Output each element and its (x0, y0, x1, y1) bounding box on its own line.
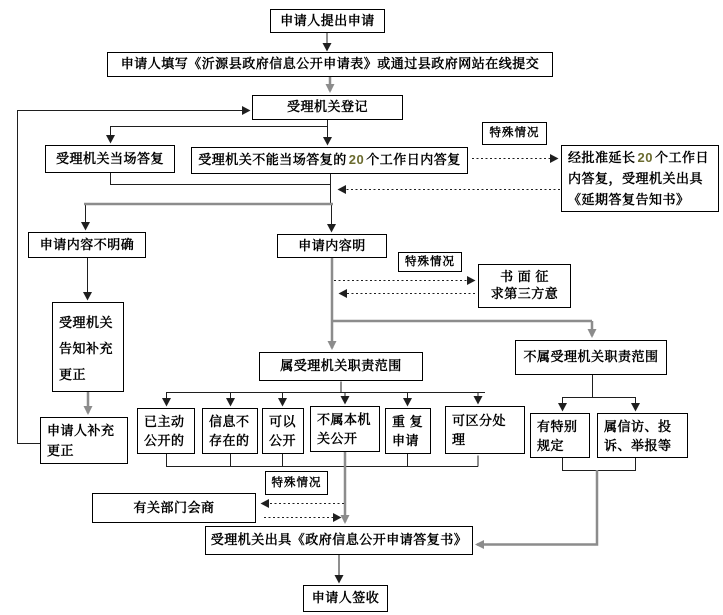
extended-reply-days: 20 (637, 150, 653, 165)
node-special-case-1 (482, 122, 547, 145)
node-sign-receipt (303, 585, 388, 612)
content-clear-label: 申请内容明 (298, 237, 366, 253)
node-not-this-organ: 不属本机 关公开 (310, 406, 380, 452)
node-register-label: 受理机关登记 (286, 99, 368, 115)
node-fill-form-label: 申请人填写《沂源县政府信息公开申请表》或通过县政府网站在线提交 (120, 56, 540, 72)
special-case-2-label: 特殊情况 (405, 255, 455, 268)
node-special-case-2 (398, 252, 462, 272)
node-fill-form (107, 52, 553, 77)
node-special-rules: 有特别 规定 (530, 413, 590, 458)
sign-receipt-label: 申请人签收 (311, 590, 380, 606)
node-petition: 属信访、投 诉、举报等 (597, 413, 688, 458)
extended-reply-line1: 经批准延长 20 个工作日 (568, 150, 709, 165)
dept-consult-label: 有关部门会商 (133, 499, 215, 515)
out-of-scope-label: 不属受理机关职责范围 (523, 349, 659, 365)
node-delayed-reply-label: 受理机关不能当场答复的 20 个工作日内答复 (198, 152, 461, 168)
seek-third-party-line1: 书 面 征 (500, 269, 549, 285)
delayed-reply-days: 20 (348, 152, 365, 168)
node-info-not-exist: 信息不 存在的 (202, 408, 258, 454)
seek-third-party-line2: 求第三方意 (490, 286, 559, 301)
node-onsite-reply (45, 145, 175, 173)
node-content-clear (277, 234, 387, 258)
node-out-of-scope (515, 340, 667, 375)
node-in-scope (259, 352, 423, 381)
node-applicant-supplement: 申请人补充 更正 (40, 417, 128, 464)
node-special-case-3 (265, 471, 328, 495)
node-register (252, 95, 403, 120)
node-separable: 可区分处 理 (445, 406, 525, 454)
extended-reply-line3: 《延期答复告知书》 (568, 192, 690, 207)
node-extended-reply (561, 145, 719, 212)
node-dept-consult (92, 493, 256, 523)
node-already-public: 已主动 公开的 (137, 408, 195, 454)
node-notify-supplement: 受理机关 告知补充 更正 (52, 302, 124, 392)
special-case-3-label: 特殊情况 (271, 476, 322, 489)
issue-reply-label: 受理机关出具《政府信息公开申请答复书》 (210, 532, 468, 548)
node-delayed-reply (191, 147, 468, 174)
node-content-unclear (28, 232, 146, 258)
node-apply-label: 申请人提出申请 (280, 12, 375, 28)
node-can-public: 可以 公开 (262, 408, 304, 454)
node-repeat-apply: 重 复 申请 (385, 408, 431, 454)
node-issue-reply (205, 526, 473, 555)
node-seek-third-party (478, 264, 571, 308)
content-unclear-label: 申请内容不明确 (39, 236, 135, 252)
extended-reply-line2: 内答复，受理机关出具 (568, 171, 704, 186)
special-case-1-label: 特殊情况 (489, 127, 540, 140)
node-onsite-reply-label: 受理机关当场答复 (55, 150, 164, 166)
node-apply (270, 9, 385, 33)
in-scope-label: 属受理机关职责范围 (280, 358, 402, 374)
